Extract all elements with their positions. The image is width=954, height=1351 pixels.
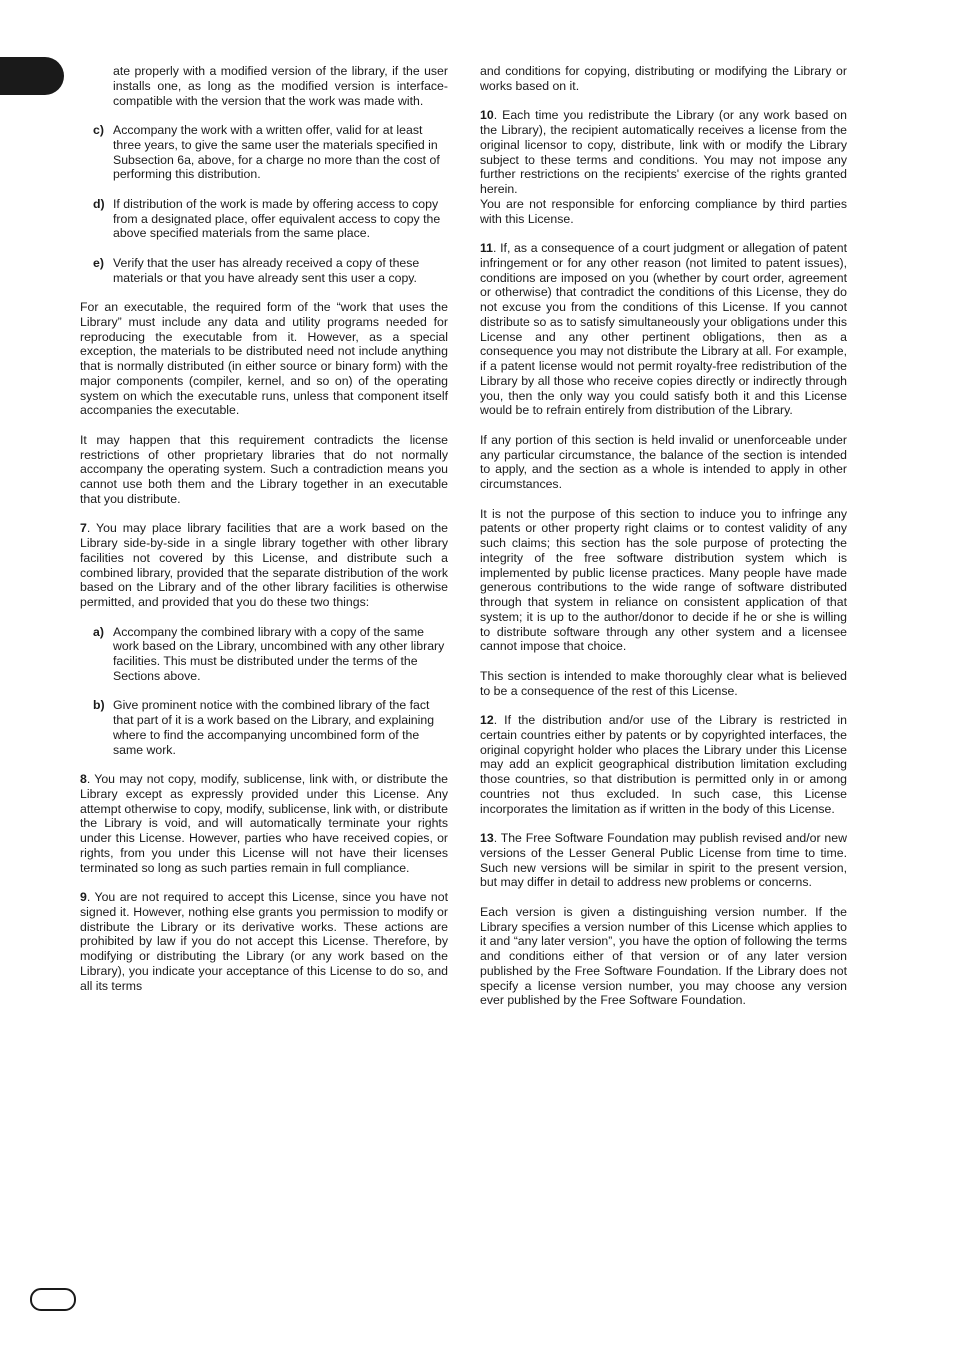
item-label: b): [93, 698, 105, 713]
section-text: . If, as a consequence of a court judgment or allegation of patent infringement or for any other reason (not limited to patent issues), conditions are imposed on you (whether by court order, agreement or otherwise) that contradict the conditions of this License, they do not excuse you from the conditions of this License. If you cannot distribute so as to satisfy simultaneously your obligations under this License and any other pertinent obligations, then as a consequence you may not distribute the Library at all. For example, if a patent license would not permit royalty-free redistribution of the Library by all those who receive copies directly or indirectly through you, then the only way you could satisfy both it and this License would be to refrain entirely from distribution of the Library.: [480, 241, 847, 418]
section-number: 7: [80, 521, 87, 536]
page-number-badge: [30, 1288, 76, 1311]
paragraph-executable: For an executable, the required form of the “work that uses the Library” must include any data and utility programs needed for reproducing the executable from it. However, as a special exception, the materials to be distributed need not include anything that is normally distributed (in either source or binary form) with the major components (compiler, kernel, and so on) of the operating system on which the executable runs, unless that component itself accompanies the executable.: [80, 300, 448, 418]
section-text-2: You are not responsible for enforcing compliance by third parties with this License.: [480, 196, 847, 226]
item-text: Verify that the user has already received a copy of these materials or that you have already sent this user a copy.: [113, 255, 420, 285]
section-number: 11: [480, 241, 493, 255]
item-text: Accompany the work with a written offer, valid for at least three years, to give the same user the materials specified in Subsection 6a, above, for a charge no more than the cost of performing this distribution.: [113, 123, 440, 182]
section-text: . You are not required to accept this License, since you have not signed it. However, nothing else grants you permission to modify or distribute the Library or its derivative works. These actions are prohibited by law if you do not accept this License. Therefore, by modifying or distributing the Library (or any work based on the Library), you indicate your acceptance of this License to do so, and all its terms: [80, 890, 448, 993]
section-number: 12: [480, 713, 494, 727]
section-11: [480, 241, 847, 418]
continuation-text: and conditions for copying, distributing or modifying the Library or works based on it.: [480, 64, 847, 93]
list-item-e: [80, 256, 448, 286]
section-9: [80, 890, 448, 993]
section-text: . You may not copy, modify, sublicense, link with, or distribute the Library except as expressly provided under this License. Any attempt otherwise to copy, modify, sublicense, link with, or distribute the Library is void, and will automatically terminate your rights under this License. However, parties who have received copies, or rights, from you under this License will not have their licenses terminated so long as such parties remain in full compliance.: [80, 772, 448, 875]
section-number: 10: [480, 108, 494, 123]
paragraph-purpose: It is not the purpose of this section to induce you to infringe any patents or other property right claims or to contest validity of any such claims; this section has the sole purpose of protecting the integrity of the free software distribution system which is implemented by public license practices. Many people have made generous contributions to the wide range of software distributed through that system in reliance on consistent application of that system; it is up to the author/donor to decide if he or she is willing to distribute software through any other system and a licensee cannot impose that choice.: [480, 506, 847, 654]
section-12: [480, 713, 847, 816]
item-text: Give prominent notice with the combined library of the fact that part of it is a work based on the Library, and explaining where to find the accompanying uncombined form of the same work.: [113, 698, 435, 757]
section-text: . Each time you redistribute the Library (or any work based on the Library), the recipient automatically receives a license from the original licensor to copy, distribute, link with or modify the Library subject to these terms and conditions. You may not impose any further restrictions on the recipients' exercise of the rights granted herein.: [480, 108, 847, 196]
chapter-tab-marker: [0, 57, 64, 95]
section-number: 8: [80, 772, 87, 786]
continuation-text: ate properly with a modified version of the library, if the user installs one, as long as the modified version is interface-compatible with the version that the work was made with.: [113, 64, 448, 108]
section-text: . If the distribution and/or use of the Library is restricted in certain countries either by patents or by copyrighted interfaces, the original copyright holder who places the Library under this License may add an explicit geographical distribution limitation excluding those countries, so that distribution is permitted only in or among countries not thus excluded. In such case, this License incorporates the limitation as if written in the body of this License.: [480, 713, 847, 816]
item-label: d): [93, 196, 105, 211]
list-item-a: [80, 625, 448, 684]
list-item-c: [80, 123, 448, 182]
section-13: [480, 831, 847, 890]
list-item-b: [80, 698, 448, 757]
section-8: [80, 772, 448, 875]
paragraph-contradiction: It may happen that this requirement contradicts the license restrictions of other proprietary libraries that do not normally accompany the operating system. Such a contradiction means you cannot use both them and the Library together in an executable that you distribute.: [80, 432, 448, 506]
paragraph-clear: This section is intended to make thoroughly clear what is believed to be a consequence of the rest of this License.: [480, 668, 847, 698]
section-text: . The Free Software Foundation may publish revised and/or new versions of the Lesser General Public License from time to time. Such new versions will be similar in spirit to the present version, but may differ in detail to address new problems or concerns.: [480, 831, 847, 890]
right-column: [480, 64, 847, 1008]
section-number: 13: [480, 831, 494, 845]
item-label: e): [93, 255, 104, 270]
item-text: Accompany the combined library with a copy of the same work based on the Library, uncombined with any other library facilities. This must be distributed under the terms of the Sections above.: [113, 624, 445, 683]
section-10: [480, 108, 847, 226]
section-7: [80, 521, 448, 610]
section-text: . You may place library facilities that are a work based on the Library side-by-side in a single library together with other library facilities not covered by this License, and distribute such a combined library, provided that the separate distribution of the work based on the Library and of the other library facilities is otherwise permitted, and provided that you do these two things:: [80, 521, 448, 609]
item-label: a): [93, 624, 104, 639]
paragraph-invalid: If any portion of this section is held invalid or unenforceable under any particular circumstance, the balance of the section is intended to apply, and the section as a whole is intended to apply in other circumstances.: [480, 432, 847, 491]
left-column: [80, 64, 448, 993]
paragraph-version: Each version is given a distinguishing version number. If the Library specifies a version number of this License which applies to it and “any later version”, you have the option of following the terms and conditions either of that version or of any later version published by the Free Software Foundation. If the Library does not specify a license version number, you may choose any version ever published by the Free Software Foundation.: [480, 904, 847, 1008]
item-label: c): [93, 123, 104, 137]
list-item-d: [80, 197, 448, 241]
item-text: If distribution of the work is made by offering access to copy from a designated place, offer equivalent access to copy the above specified materials from the same place.: [113, 196, 441, 241]
section-number: 9: [80, 890, 87, 904]
